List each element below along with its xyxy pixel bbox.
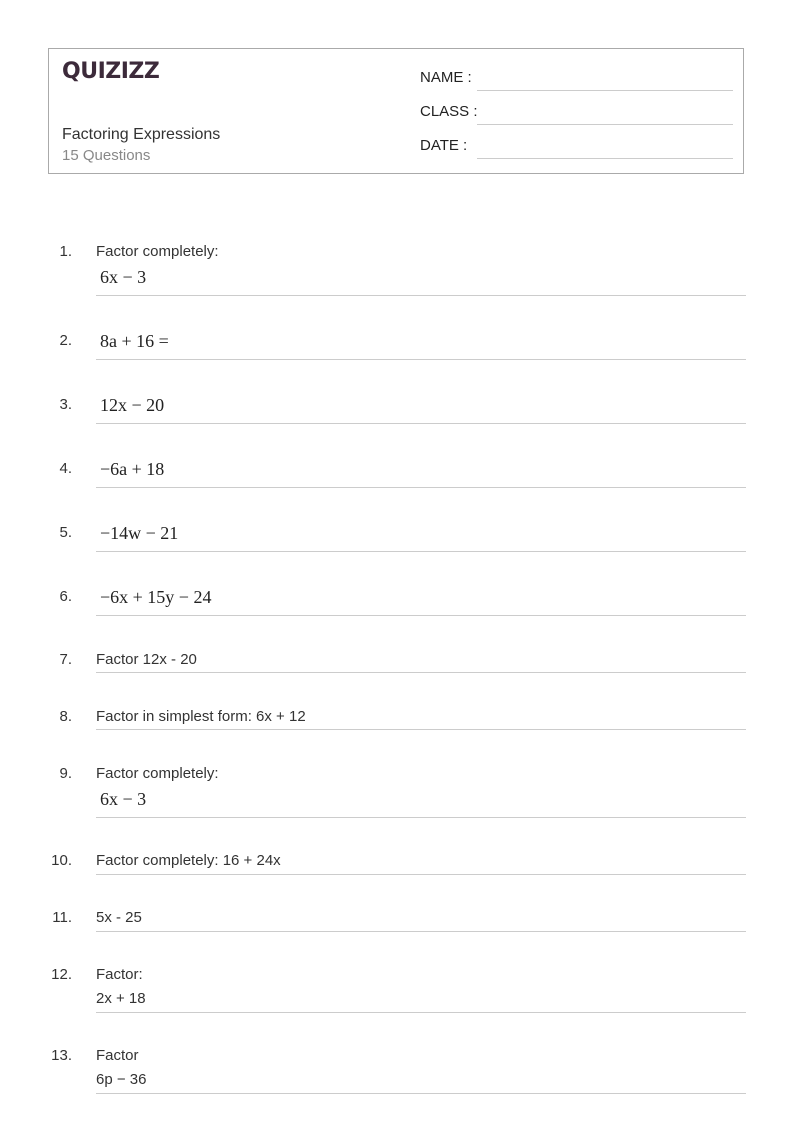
question-number: 12.	[51, 966, 72, 983]
question-text: Factor completely:	[96, 765, 219, 782]
name-field-line[interactable]	[477, 90, 733, 91]
question-count: 15 Questions	[62, 147, 151, 164]
question-number: 5.	[59, 524, 72, 541]
question-text: Factor completely: 16 + 24x	[96, 852, 281, 869]
question-math-expression: 12x − 20	[100, 395, 165, 415]
class-label: CLASS :	[420, 103, 478, 120]
question-number: 1.	[59, 243, 72, 260]
answer-line[interactable]	[96, 672, 746, 673]
answer-line[interactable]	[96, 817, 746, 818]
question-text: Factor completely:	[96, 243, 219, 260]
answer-line[interactable]	[96, 1012, 746, 1013]
name-label: NAME :	[420, 69, 472, 86]
question-math-expression: −6a + 18	[100, 459, 165, 479]
question-text: 6p − 36	[96, 1071, 147, 1088]
answer-line[interactable]	[96, 359, 746, 360]
question-number: 10.	[51, 852, 72, 869]
question-text: Factor:	[96, 966, 143, 983]
answer-line[interactable]	[96, 423, 746, 424]
answer-line[interactable]	[96, 874, 746, 875]
answer-line[interactable]	[96, 295, 746, 296]
answer-line[interactable]	[96, 931, 746, 932]
question-math-expression: −6x + 15y − 24	[100, 587, 212, 607]
date-field-line[interactable]	[477, 158, 733, 159]
answer-line[interactable]	[96, 1093, 746, 1094]
question-math-expression: 8a + 16 =	[100, 331, 169, 351]
question-number: 2.	[59, 332, 72, 349]
question-number: 6.	[59, 588, 72, 605]
question-text: Factor	[96, 1047, 139, 1064]
question-math-expression: 6x − 3	[100, 789, 147, 809]
question-number: 3.	[59, 396, 72, 413]
answer-line[interactable]	[96, 615, 746, 616]
answer-line[interactable]	[96, 729, 746, 730]
worksheet-header	[48, 48, 744, 174]
class-field-line[interactable]	[477, 124, 733, 125]
question-math-expression: 6x − 3	[100, 267, 147, 287]
question-number: 8.	[59, 708, 72, 725]
date-label: DATE :	[420, 137, 468, 154]
question-number: 9.	[59, 765, 72, 782]
answer-line[interactable]	[96, 551, 746, 552]
quizizz-logo: QUIZIZZ	[62, 59, 160, 84]
question-text: 2x + 18	[96, 990, 146, 1007]
question-text: Factor in simplest form: 6x + 12	[96, 708, 306, 725]
question-text: Factor 12x - 20	[96, 651, 197, 668]
question-text: 5x - 25	[96, 909, 142, 926]
question-number: 7.	[59, 651, 72, 668]
question-number: 4.	[59, 460, 72, 477]
question-math-expression: −14w − 21	[100, 523, 179, 543]
answer-line[interactable]	[96, 487, 746, 488]
question-number: 13.	[51, 1047, 72, 1064]
worksheet-title: Factoring Expressions	[62, 126, 221, 143]
question-number: 11.	[52, 909, 72, 926]
